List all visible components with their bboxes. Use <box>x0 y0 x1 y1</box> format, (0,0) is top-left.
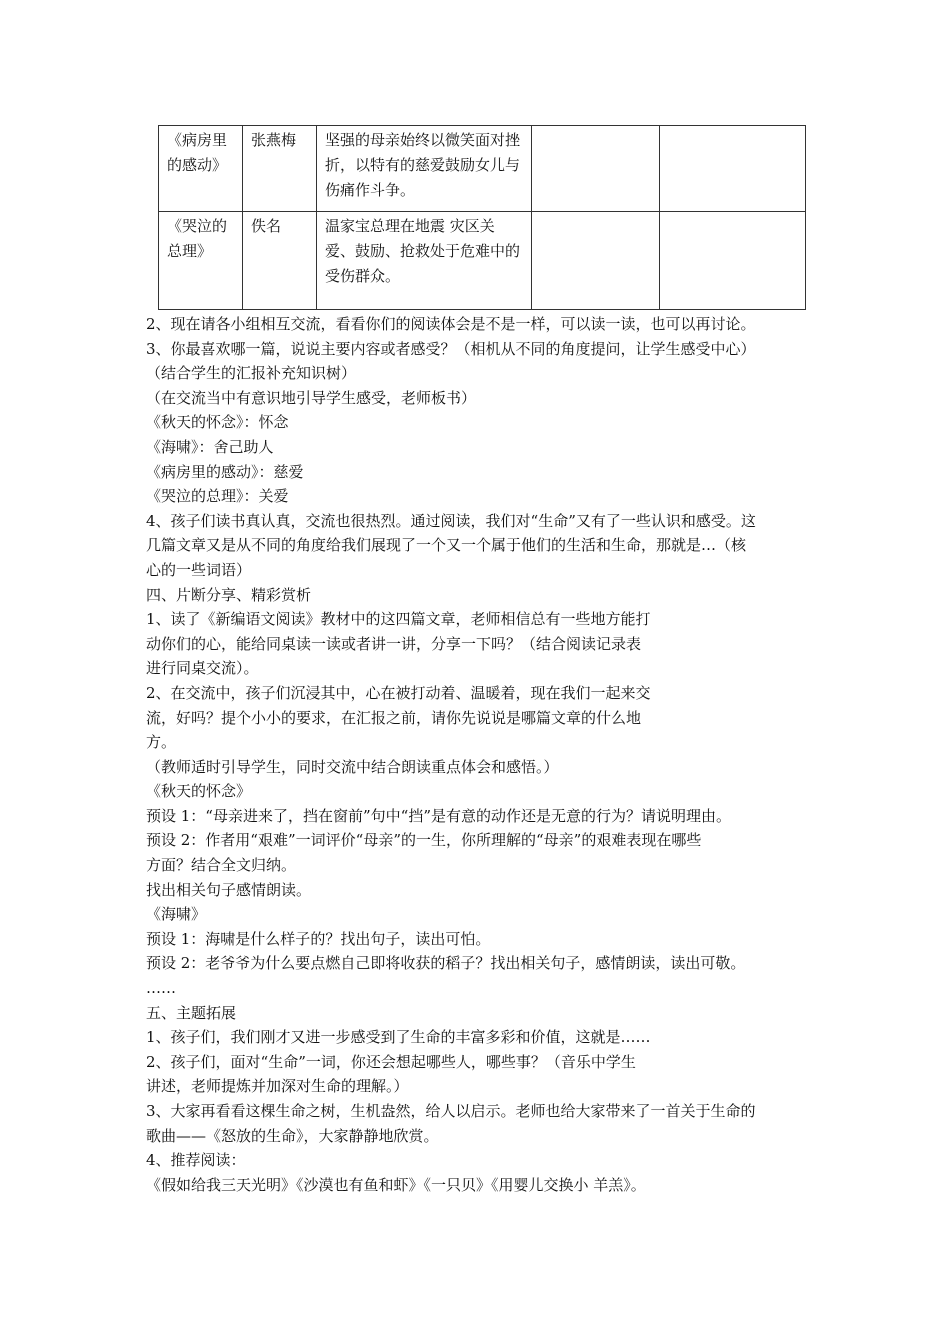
paragraph-line: 2、在交流中，孩子们沉浸其中，心在被打动着、温暖着，现在我们一起来交 <box>146 683 651 702</box>
paragraph-line: 预设 2：作者用“艰难”一词评价“母亲”的一生，你所理解的“母亲”的艰难表现在哪些 <box>146 831 702 850</box>
paragraph-line: 心的一些词语） <box>146 560 252 579</box>
paragraph-line: 预设 2：老爷爷为什么要点燃自己即将收获的稻子？找出相关句子，感情朗读，读出可敬。 <box>146 954 746 973</box>
paragraph-line: 《哭泣的总理》：关爱 <box>146 487 289 506</box>
table-cell-summary: 坚强的母亲始终以微笑面对挫折，以特有的慈爱鼓励女儿与伤痛作斗争。 <box>317 126 532 212</box>
table-cell-empty <box>660 126 806 212</box>
section-heading: 五、主题拓展 <box>146 1003 237 1022</box>
paragraph-line: 《假如给我三天光明》《沙漠也有鱼和虾》《一只贝》《用婴儿交换小 羊羔》。 <box>146 1175 646 1194</box>
paragraph-line: 《病房里的感动》：慈爱 <box>146 462 304 481</box>
paragraph-line: 3、大家再看看这棵生命之树，生机盎然，给人以启示。老师也给大家带来了一首关于生命的 <box>146 1102 756 1120</box>
table-cell-empty <box>532 212 660 310</box>
paragraph-line: 几篇文章又是从不同的角度给我们展现了一个又一个属于他们的生活和生命，那就是…（核 <box>146 536 747 555</box>
paragraph-line: 3、你最喜欢哪一篇，说说主要内容或者感受？（相机从不同的角度提问，让学生感受中心） <box>146 339 756 358</box>
paragraph-line: 流，好吗？提个小小的要求，在汇报之前，请你先说说是哪篇文章的什么地 <box>146 708 642 727</box>
table-row <box>159 126 806 212</box>
table-cell-summary: 温家宝总理在地震 灾区关爱、鼓励、抢救处于危难中的受伤群众。 <box>317 212 532 310</box>
section-heading: 四、片断分享、精彩赏析 <box>146 585 312 604</box>
table-row <box>159 212 806 310</box>
paragraph-line: 《秋天的怀念》：怀念 <box>146 413 289 432</box>
paragraph-line: 1、读了《新编语文阅读》教材中的这四篇文章，老师相信总有一些地方能打 <box>146 610 651 629</box>
table-cell-author: 张燕梅 <box>243 126 317 212</box>
paragraph-line: （在交流当中有意识地引导学生感受，老师板书） <box>146 388 477 407</box>
paragraph-line: …… <box>146 979 176 998</box>
paragraph-line: 预设 1：“母亲进来了，挡在窗前”句中“挡”是有意的动作还是无意的行为？请说明理由。 <box>146 806 731 825</box>
paragraph-line: 4、推荐阅读： <box>146 1151 246 1170</box>
paragraph-line: 4、孩子们读书真认真，交流也很热烈。通过阅读，我们对“生命”又有了一些认识和感受。这 <box>146 511 756 530</box>
lesson-body-text <box>146 312 814 1197</box>
reading-record-table <box>158 125 806 310</box>
paragraph-line: 方。 <box>146 733 177 752</box>
paragraph-line: 讲述，老师提炼并加深对生命的理解。） <box>146 1077 409 1096</box>
table-cell-title: 《哭泣的总理》 <box>159 212 243 310</box>
table-cell-author: 佚名 <box>243 212 317 310</box>
table-cell-empty <box>660 212 806 310</box>
paragraph-line: （教师适时引导学生，同时交流中结合朗读重点体会和感悟。） <box>146 757 559 776</box>
paragraph-line: 2、孩子们，面对“生命”一词，你还会想起哪些人，哪些事？（音乐中学生 <box>146 1052 636 1071</box>
paragraph-line: 方面？结合全文归纳。 <box>146 856 297 875</box>
paragraph-line: 《秋天的怀念》 <box>146 782 252 801</box>
paragraph-line: 歌曲——《怒放的生命》，大家静静地欣赏。 <box>146 1126 439 1145</box>
paragraph-line: 《海啸》 <box>146 905 207 924</box>
paragraph-line: 找出相关句子感情朗读。 <box>146 880 312 899</box>
paragraph-line: （结合学生的汇报补充知识树） <box>146 364 357 383</box>
paragraph-line: 动你们的心，能给同桌读一读或者讲一讲，分享一下吗？（结合阅读记录表 <box>146 634 642 653</box>
table-cell-empty <box>532 126 660 212</box>
table-cell-title: 《病房里的感动》 <box>159 126 243 212</box>
paragraph-line: 进行同桌交流）。 <box>146 659 259 678</box>
paragraph-line: 预设 1：海啸是什么样子的？找出句子，读出可怕。 <box>146 929 491 948</box>
paragraph-line: 《海啸》：舍己助人 <box>146 437 274 456</box>
paragraph-line: 2、现在请各小组相互交流，看看你们的阅读体会是不是一样，可以读一读，也可以再讨论。 <box>146 315 756 333</box>
paragraph-line: 1、孩子们，我们刚才又进一步感受到了生命的丰富多彩和价值，这就是…… <box>146 1028 651 1047</box>
